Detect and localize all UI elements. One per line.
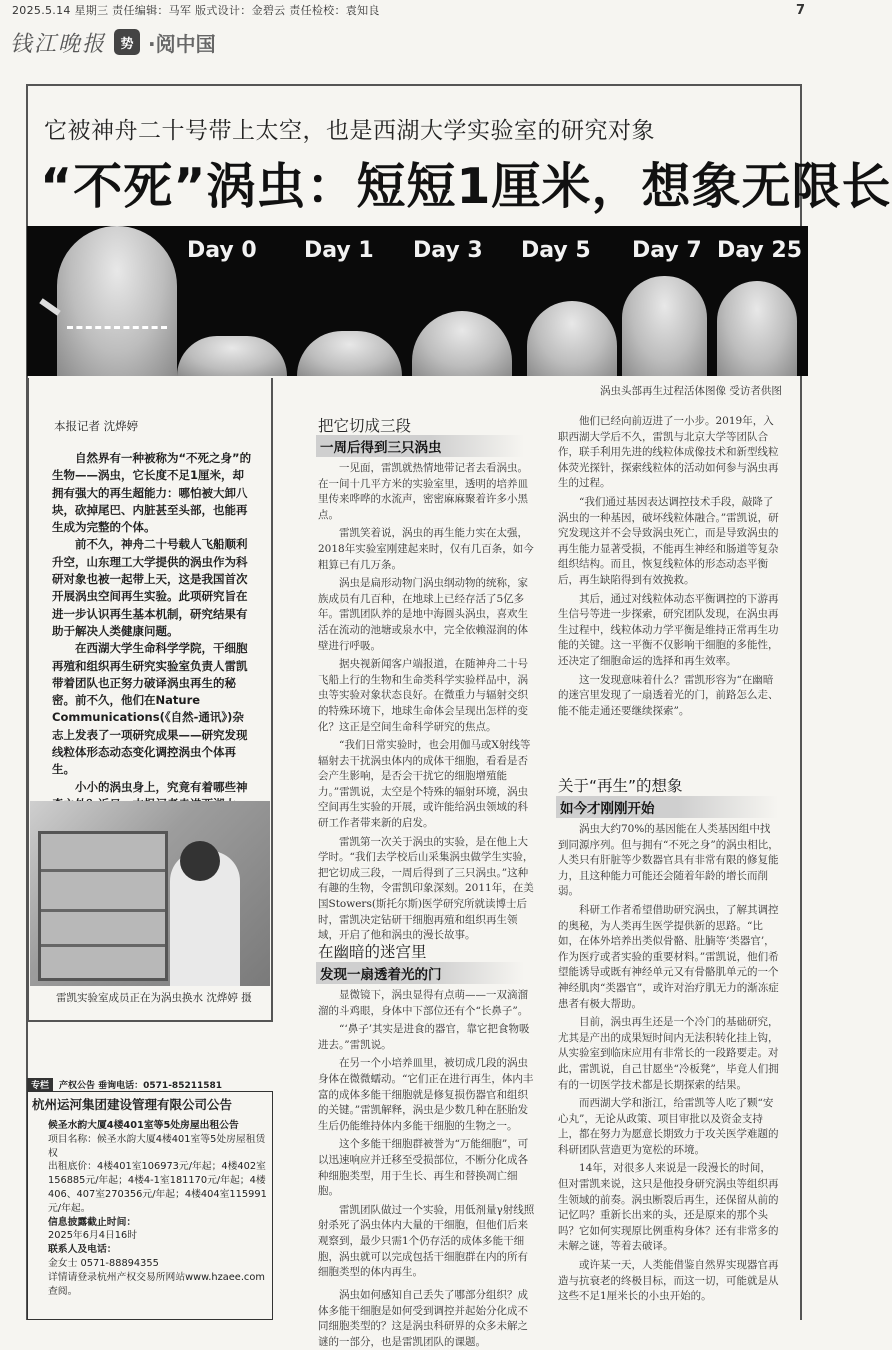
notice-box bbox=[27, 1091, 273, 1320]
incubator-cabinet bbox=[38, 831, 168, 981]
body-paragraph: 据央视新闻客户端报道，在随神舟二十号飞船上行的生物和生命类科学实验样品中，涡虫等实验对象状态良好。在微重力与辐射交织的特殊环境下，地球生命体会呈现出怎样的变化？这正是空间生命科学研究的焦点。 bbox=[318, 658, 528, 733]
notice-line: 候圣水韵大厦4楼401室等5处房屋出租公告 bbox=[48, 1120, 239, 1131]
body-paragraph: 涡虫是扁形动物门涡虫纲动物的统称，家族成员有几百种，在地球上已经存活了5亿多年。雷凯团队养的是地中海圆头涡虫，喜欢生活在流动的池塘或泉水中，完全依赖湿润的体壁进行呼吸。 bbox=[318, 577, 528, 652]
body-paragraph: 目前，涡虫再生还是一个冷门的基础研究，尤其是产出的成果短时间内无法积转化挂上钩，从实验室到临床应用有非常长的一段路要走。对此，雷凯说，自己甘愿坐“冷板凳”，毕竟人们拥有的一切医学技术都是长期探索的结果。 bbox=[558, 1016, 779, 1091]
notice-line: 信息披露截止时间： bbox=[48, 1216, 137, 1228]
day-label: Day 1 bbox=[304, 238, 374, 263]
notice-line: 出租底价：4楼401室106973元/年起；4楼402室156885元/年起；4楼4-1室181170元/年起；4楼406、407室270356元/年起；4楼404室115991元/年起。 bbox=[48, 1161, 267, 1214]
section2-body-part2 bbox=[318, 1288, 538, 1348]
worm-day7b-image bbox=[622, 276, 707, 376]
lead-text bbox=[52, 450, 252, 831]
lab-photo-caption: 雷凯实验室成员正在为涡虫换水 沈烨婷 摄 bbox=[56, 992, 252, 1004]
body-paragraph: 涡虫大约70%的基因能在人类基因组中找到同源序列。但与拥有“不死之身”的涡虫相比，人类只有肝脏等少数器官具有非常有限的修复能力，且这种能力可能还会随着年龄的增长而削弱。 bbox=[558, 823, 779, 898]
masthead bbox=[10, 22, 216, 62]
worm-day0-image bbox=[57, 226, 177, 376]
notice-line: 联系人及电话： bbox=[48, 1244, 117, 1256]
body-paragraph: 这个多能干细胞群被誉为“万能细胞”，可以迅速响应并迁移至受损部位，不断分化成各种细胞类型，用于生长、再生和替换凋亡细胞。 bbox=[318, 1138, 529, 1198]
body-paragraph: 这一发现意味着什么？雷凯形容为“在幽暗的迷宫里发现了一扇透着光的门，前路怎么走、能不能走通还要继续探索”。 bbox=[558, 673, 779, 717]
worm-day5-image bbox=[412, 311, 512, 376]
worm-day25-image bbox=[717, 281, 797, 376]
page-number: 7 bbox=[795, 2, 805, 18]
header-meta: 2025.5.14 星期三 责任编辑：马军 版式设计：金碧云 责任检校：袁知良 bbox=[12, 4, 380, 17]
byline: 本报记者 沈烨婷 bbox=[54, 419, 139, 433]
notice-title: 杭州运河集团建设管理有限公司公告 bbox=[32, 1097, 233, 1112]
section1-subtitle: 一周后得到三只涡虫 bbox=[316, 435, 524, 457]
property-notice bbox=[27, 1077, 273, 1320]
cut-line bbox=[67, 326, 167, 329]
body-paragraph: 其后，通过对线粒体动态平衡调控的下游再生信号等进一步探索，研究团队发现，在涡虫再生过程中，线粒体动力学平衡是维持正常再生功能的关键。这一平衡不仅影响干细胞的多能性，还决定了细胞命运的选择和再生效率。 bbox=[558, 592, 779, 667]
article-subheadline: 它被神舟二十号带上太空，也是西湖大学实验室的研究对象 bbox=[44, 118, 655, 144]
body-paragraph: 一见面，雷凯就热情地带记者去看涡虫。在一间十几平方米的实验室里，透明的培养皿里传来哗哗的水流声，密密麻麻聚着许多小黑点。 bbox=[318, 462, 528, 521]
body-paragraph: 雷凯团队做过一个实验，用低剂量γ射线照射杀死了涡虫体内大量的干细胞，但他们后来观察到，最少只需1个仍存活的成体多能干细胞，涡虫就可以完成包括干细胞群在内的所有细胞类型的体内再生。 bbox=[318, 1203, 535, 1279]
body-paragraph: 他们已经向前迈进了一小步。2019年，入职西湖大学后不久，雷凯与北京大学等团队合作，联手利用先进的线粒体成像技术和新型线粒体荧光探针，探索线粒体的活动如何参与涡虫再生的过程。 bbox=[558, 415, 779, 490]
body-paragraph: “我们日常实验时，也会用伽马或X射线等辐射去干扰涡虫体内的成体干细胞，看看是否会产生影响，是否会干扰它的细胞增殖能力。”雷凯说，太空是个特殊的辐射环境，涡虫空间再生实验的开展，或许能给涡虫领域的科研工作者带来新的启发。 bbox=[318, 739, 531, 830]
body-paragraph: 在另一个小培养皿里，被切成几段的涡虫身体在微微蠕动。“它们正在进行再生，体内丰富的成体多能干细胞就是修复损伤器官和组织的关键。”雷凯解释，涡虫是少数几种在胚胎发生后仍能维持体内多能干细胞的生物之一。 bbox=[318, 1057, 534, 1132]
notice-line: 金女士 0571-88894355 bbox=[48, 1257, 159, 1269]
body-paragraph: 而西湖大学和浙江，给雷凯等人吃了颗“安心丸”，无论从政策、项目审批以及资金支持上，都在努力为愿意长期致力于攻关医学难题的科研团队营造更为宽松的环境。 bbox=[558, 1097, 779, 1156]
notice-line: 2025年6月4日16时 bbox=[48, 1230, 138, 1242]
notice-line: 项目名称：候圣水韵大厦4楼401室等5处房屋租赁权 bbox=[48, 1133, 266, 1159]
section2-body-part3 bbox=[558, 414, 780, 769]
lead-paragraph: 前不久，神舟二十号载人飞船顺利升空，山东理工大学提供的涡虫作为科研对象也被一起带上天，这是我国首次开展涡虫空间再生实验。此项研究旨在进一步认识再生基本机制，研究结果有助于解决人类健康问题。 bbox=[52, 537, 248, 638]
section3-subtitle: 如今才刚刚开始 bbox=[556, 796, 778, 818]
section1-title: 把它切成三段 bbox=[318, 417, 412, 435]
section3-title: 关于“再生”的想象 bbox=[558, 777, 683, 795]
body-paragraph: “‘鼻子’其实是进食的器官，靠它把食物吸进去。”雷凯说。 bbox=[318, 1023, 530, 1051]
body-paragraph: 雷凯笑着说，涡虫的再生能力实在太强，2018年实验室刚建起来时，仅有几百条，如今粗算已有几万条。 bbox=[318, 527, 534, 571]
worm-day1-image bbox=[177, 336, 287, 376]
notice-tag: 专栏 bbox=[27, 1078, 53, 1091]
lead-paragraph: 小小的涡虫身上，究竟有着哪些神 bbox=[75, 779, 248, 794]
page-header bbox=[0, 0, 817, 20]
body-paragraph: 涡虫如何感知自己丢失了哪部分组织？成体多能干细胞是如何受到调控并起始分化成不同细胞类型的？这是涡虫科研界的众多未解之谜的一部分，也是雷凯团队的课题。 bbox=[318, 1289, 528, 1348]
section1-body bbox=[318, 461, 538, 942]
notice-line: 详情请登录杭州产权交易所网站www.hzaee.com查阅。 bbox=[48, 1271, 265, 1297]
notice-tag-bar bbox=[27, 1077, 273, 1091]
lead-paragraph: 在西湖大学生命科学学院，干细胞再殖和组织再生研究实验室负责人雷凯带着团队也正努力破译涡虫再生的秘密。前不久，他们在Nature Communications(《自然-通讯》)杂志上发表了一项研究成果——研究发现线粒体形态动态变化调控涡虫个体再生。 bbox=[52, 641, 248, 777]
lead-paragraph: 自然界有一种被称为“不死之身”的生物——涡虫，它长度不足1厘米，却拥有强大的再生超能力：哪怕被大卸八块，砍掉尾巴、内脏甚至头部，也能再生成为完整的个体。 bbox=[52, 451, 252, 535]
day-label: Day 5 bbox=[521, 238, 591, 263]
regeneration-photo bbox=[27, 226, 808, 376]
section2-subtitle: 发现一扇透着光的门 bbox=[316, 962, 524, 984]
day-label: Day 7 bbox=[632, 238, 702, 263]
section3-body bbox=[558, 822, 780, 1318]
photo-caption: 涡虫头部再生过程活体图像 受访者供图 bbox=[600, 385, 782, 397]
lab-photo bbox=[30, 801, 270, 986]
researcher-head bbox=[180, 841, 220, 881]
day-label: Day 25 bbox=[717, 238, 803, 263]
body-paragraph: 或许某一天，人类能借鉴自然界实现器官再造与抗衰老的终极目标，而这一切，可能就是从这些不足1厘米长的小虫开始的。 bbox=[558, 1259, 779, 1303]
worm-day3-image bbox=[297, 331, 402, 376]
body-paragraph: 科研工作者希望借助研究涡虫，了解其调控的奥秘，为人类再生医学提供新的思路。“比如，在体外培养出类似骨骼、肚腩等‘类器官’，作为医疗或者实验的重要材料。”雷凯说，他们希望能诱导或既有神经单元又有骨骼肌单元的一个神经肌肉“类器官”，或许对治疗肌无力的渐冻症患者有极大帮助。 bbox=[558, 903, 779, 1010]
worm-day7-image bbox=[527, 301, 617, 376]
section-badge-icon: 势 bbox=[114, 29, 140, 55]
section-name: ·阅中国 bbox=[148, 31, 216, 56]
day-label: Day 0 bbox=[187, 238, 257, 263]
body-paragraph: 雷凯第一次关于涡虫的实验，是在他上大学时。“我们去学校后山采集涡虫做学生实验，把它切成三段，一周后得到了三只涡虫。”这种有趣的生物，令雷凯印象深刻。2011年，在美国Stowers(斯托尔斯)医学研究所就读博士后时，雷凯决定钻研干细胞再殖和组织再生领域，开启了他和涡虫的漫长故事。 bbox=[318, 835, 534, 942]
notice-tag-note: 产权公告 垂询电话：0571-85211581 bbox=[59, 1080, 223, 1091]
body-paragraph: “我们通过基因表达调控技术手段，敲降了涡虫的一种基因，破坏线粒体融合。”雷凯说，研究发现这并不会导致涡虫死亡，而是导致涡虫的再生能力显著受损，不能再生神经和肠道等复杂组织结构。而且，恢复线粒体的形态动态平衡后，再生缺陷得到有效挽救。 bbox=[558, 495, 779, 586]
body-paragraph: 14年，对很多人来说是一段漫长的时间，但对雷凯来说，这只是他投身研究涡虫等组织再生领域的前奏。涡虫断裂后再生，还保留从前的记忆吗？重新长出来的头，还是原来的那个头吗？它如何实现原比例重构身体？还有非常多的未解之谜，等着去破译。 bbox=[558, 1162, 779, 1253]
newspaper-logo: 钱江晚报 bbox=[10, 31, 107, 57]
day-label: Day 3 bbox=[413, 238, 483, 263]
article-headline: “不死”涡虫：短短1厘米，想象无限长 bbox=[40, 158, 892, 215]
section2-title: 在幽暗的迷宫里 bbox=[318, 943, 427, 961]
section2-body-part1 bbox=[318, 988, 538, 1288]
body-paragraph: 显微镜下，涡虫显得有点萌——一双滴溜溜的斗鸡眼，身体中下部位还有个“长鼻子”。 bbox=[318, 989, 529, 1017]
